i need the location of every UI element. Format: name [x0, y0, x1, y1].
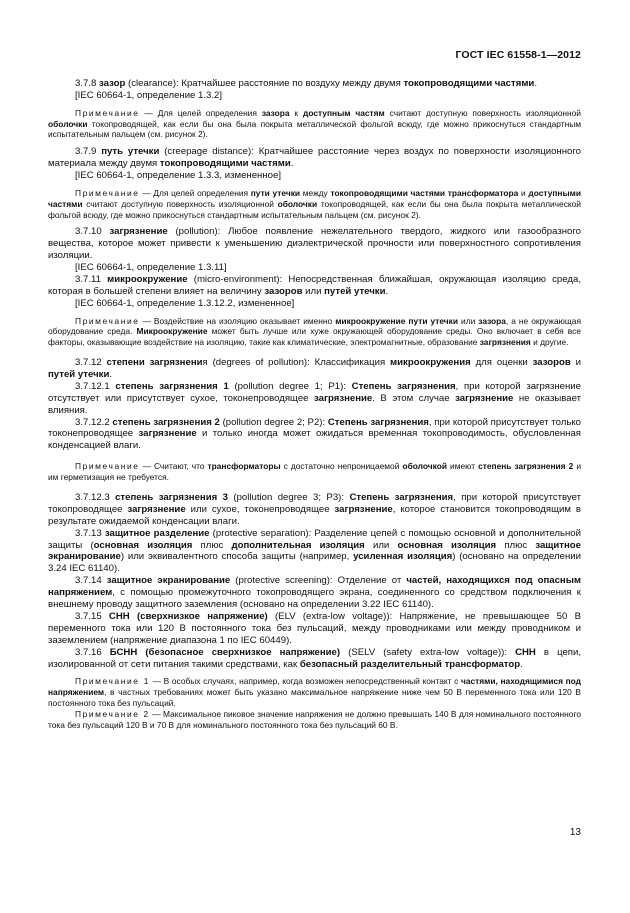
definition-paragraph: 3.7.16 БСНН (безопасное сверхнизкое напряжение) (SELV (safety extra-low voltage)): СНН в цепи, изолированной от сети питания такими средствами, как безопасный разделительный трансформатор.	[48, 646, 582, 670]
note-paragraph: Примечание 1 — В особых случаях, например, когда возможен непосредственный контакт с частями, находящимися под напряжением, в частных требованиях может быть указано максимальное напряжение ниже чем 50 В переменного тока или 120 В постоянного тока без пульсаций.	[48, 676, 581, 709]
reference-line: [IEC 60664-1, определение 1.3.12.2, измененное]	[75, 297, 295, 309]
definition-paragraph: 3.7.12.1 степень загрязнения 1 (pollution degree 1; P1): Степень загрязнения, при которой загрязнение отсутствует или присутствует сухое, токонепроводящее загрязнение. В этом случае загрязнение не оказывает влияния.	[48, 380, 581, 416]
page-number: 13	[569, 827, 581, 838]
note-paragraph: Примечание — Воздействие на изоляцию оказывает именно микроокружение пути утечки или зазора, а не окружающая оборудование среда. Микроокружение может быть лучше или хуже окружающей оборудование среды. Оно включает в себя все факторы, оказывающие воздействие на изоляцию, такие как климатические, электромагнитные, образование загрязнения и другие.	[48, 315, 581, 348]
definition-paragraph: 3.7.10 загрязнение (pollution): Любое появление нежелательного твердого, жидкого или газообразного вещества, которое может привести к уменьшению диэлектрической прочности или поверхностного сопротивления изоляции.	[48, 226, 581, 262]
definition-paragraph: 3.7.8 зазор (clearance): Кратчайшее расстояние по воздуху между двумя токопроводящими частями.	[75, 78, 537, 89]
definition-paragraph: 3.7.12.3 степень загрязнения 3 (pollution degree 3; P3): Степень загрязнения, при которой присутствует токопроводящее загрязнение или сухое, токонепроводящее загрязнение, которое становится токопроводящим в результате ожидаемой конденсации влаги.	[48, 491, 581, 527]
block-spacer	[48, 348, 581, 357]
definition-paragraph: 3.7.15 СНН (сверхнизкое напряжение) (ELV (extra-low voltage)): Напряжение, не превышающее 50 В переменного тока или 120 В постоянного тока без пульсаций, между проводниками или между проводником и заземлением (напряжение диапазона 1 по IEC 60449).	[48, 610, 581, 646]
definition-paragraph: 3.7.12.2 степень загрязнения 2 (pollution degree 2; P2): Степень загрязнения, при которой присутствует только токонепроводящее загрязнение и только иногда может ожидаться временная токопроводимость, обусловленная конденсацией влаги.	[48, 416, 582, 452]
reference-line: [IEC 60664-1, определение 1.3.2]	[75, 89, 223, 101]
definition-paragraph: 3.7.14 защитное экранирование (protective screening): Отделение от частей, находящихся под опасным напряжением, с помощью промежуточного токопроводящего экрана, соединенного со средством подключения к внешнему проводу защитного заземления (основано на определении 3.22 IEC 61140).	[48, 575, 581, 611]
note-paragraph: Примечание — Считают, что трансформаторы с достаточно непроницаемой оболочкой имеют степень загрязнения 2 и им герметизация не требуется.	[48, 461, 582, 483]
document-body	[48, 78, 581, 730]
reference-line: [IEC 60664-1, определение 1.3.3, измененное]	[75, 170, 281, 182]
standard-header: ГОСТ IEC 61558-1—2012	[455, 49, 581, 61]
note-paragraph: Примечание 2 — Максимальное пиковое значение напряжения не должно превышать 140 В для номинального постоянного тока без пульсаций 120 В и 70 В для номинального постоянного тока без пульсаций 60 В.	[48, 708, 581, 730]
definition-paragraph: 3.7.9 путь утечки (creepage distance): Кратчайшее расстояние через воздух по поверхности изоляционного материала между двумя токопроводящими частями.	[48, 146, 581, 170]
definition-paragraph: 3.7.13 защитное разделение (protective separation): Разделение цепей с помощью основной и дополнительной защиты (основная изоляция плюс дополнительная изоляция или основная изоляция плюс защитное экранирование) или эквивалентного способа защиты (например, усиленная изоляция) (основано на определении 3.24 IEC 61140).	[48, 527, 581, 575]
definition-paragraph: 3.7.12 степени загрязнения (degrees of pollution): Классификация микроокружения для оценки зазоров и путей утечки.	[48, 357, 581, 380]
note-paragraph: Примечание — Для целей определения пути утечки между токопроводящими частями трансформатора и доступными частями считают доступную поверхность изоляционной оболочки токопроводящей, как если бы она была покрыта металлической фольгой всюду, где можно прикоснуться стандартным испытательным пальцем (см. рисунок 2).	[48, 187, 581, 220]
note-paragraph: Примечание — Для целей определения зазора к доступным частям считают доступную поверхность изоляционной оболочки токопроводящей, как если бы она была покрыта металлической фольгой всюду, где можно прикоснуться стандартным испытательным пальцем (см. рисунок 2).	[48, 107, 581, 140]
definition-paragraph: 3.7.11 микроокружение (micro-environment): Непосредственная ближайшая, окружающая изоляцию среда, которая в большей степени влияет на величину зазоров или путей утечки.	[48, 273, 581, 297]
reference-line: [IEC 60664-1, определение 1.3.11]	[75, 262, 227, 274]
block-spacer	[48, 483, 581, 492]
block-spacer	[48, 452, 581, 461]
